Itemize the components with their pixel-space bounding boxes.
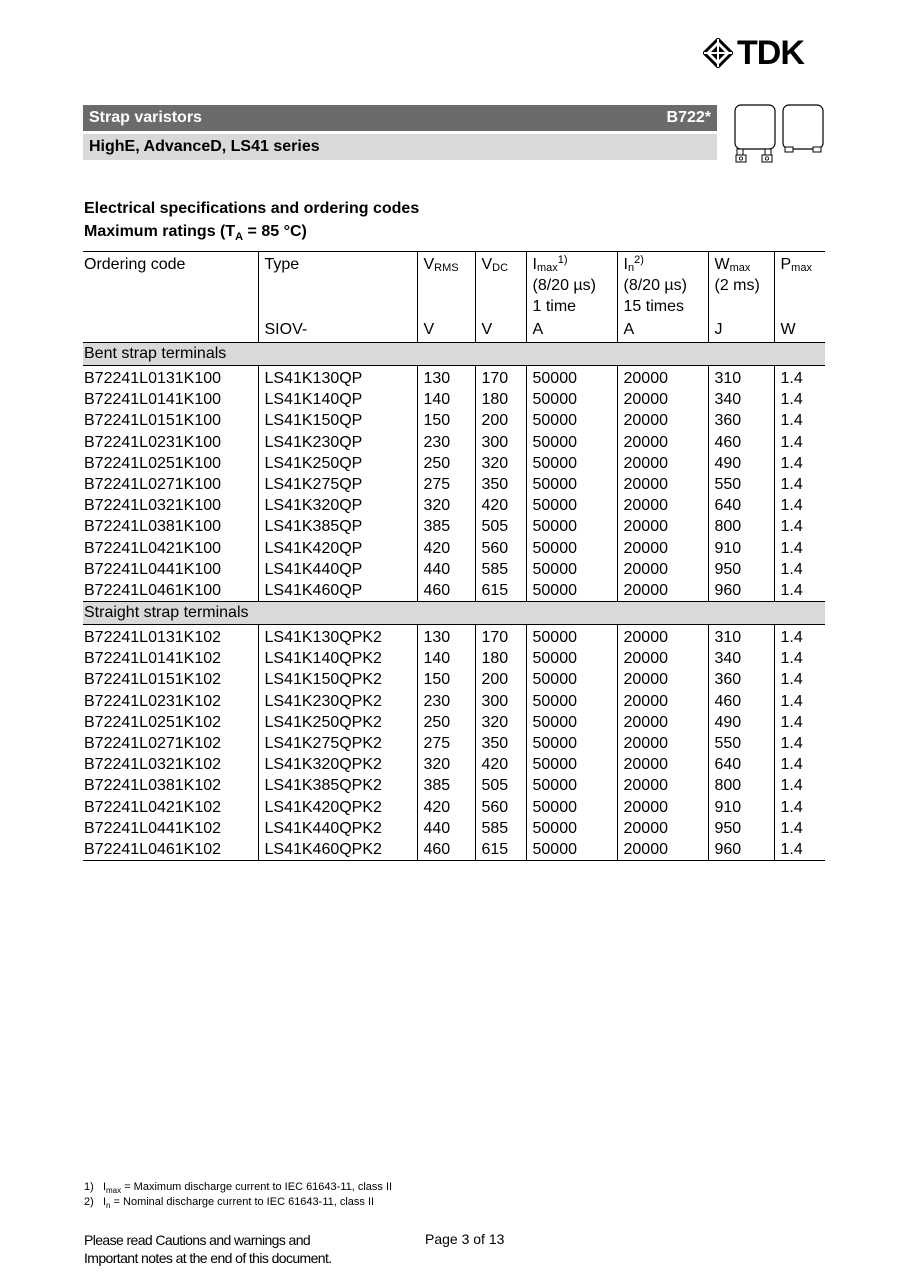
cell-in: 20000 — [617, 754, 708, 775]
cell-pmax: 1.4 — [774, 712, 825, 733]
tdk-emblem-icon — [703, 38, 733, 68]
cell-ordering-code: B72241L0251K100 — [84, 454, 222, 472]
cell-ordering-code: B72241L0141K102 — [84, 650, 222, 668]
section-title-cell: Bent strap terminals — [83, 343, 825, 366]
table-row — [83, 775, 825, 796]
cell-wmax: 340 — [708, 389, 774, 410]
cell-vdc: 505 — [475, 516, 526, 537]
cell-type: LS41K460QPK2 — [258, 839, 417, 861]
table-row — [83, 432, 825, 453]
cell-wmax: 960 — [708, 839, 774, 861]
cell-vdc: 180 — [475, 648, 526, 669]
cell-imax: 50000 — [526, 516, 617, 537]
cell-in: 20000 — [617, 432, 708, 453]
table-row — [83, 366, 825, 390]
cell-type: LS41K420QP — [258, 538, 417, 559]
cell-type: LS41K385QPK2 — [258, 775, 417, 796]
table-row — [83, 839, 825, 861]
cell-pmax: 1.4 — [774, 410, 825, 431]
cell-vdc: 170 — [475, 625, 526, 649]
cell-imax: 50000 — [526, 712, 617, 733]
cell-vrms: 150 — [417, 669, 475, 690]
cell-pmax: 1.4 — [774, 366, 825, 390]
cell-imax: 50000 — [526, 625, 617, 649]
cell-vrms: 230 — [417, 691, 475, 712]
cell-wmax: 910 — [708, 797, 774, 818]
cell-vdc: 180 — [475, 389, 526, 410]
cell-in: 20000 — [617, 691, 708, 712]
cell-vrms: 250 — [417, 453, 475, 474]
col-type: Type SIOV- — [258, 252, 417, 343]
cell-in: 20000 — [617, 625, 708, 649]
cell-pmax: 1.4 — [774, 474, 825, 495]
cell-ordering-code: B72241L0131K100 — [84, 370, 222, 387]
cell-imax: 50000 — [526, 432, 617, 453]
cell-vdc: 560 — [475, 797, 526, 818]
cell-vdc: 320 — [475, 712, 526, 733]
cell-type: LS41K275QP — [258, 474, 417, 495]
cell-vrms: 420 — [417, 538, 475, 559]
cell-vdc: 350 — [475, 733, 526, 754]
cell-vrms: 140 — [417, 648, 475, 669]
cell-ordering-code: B72241L0461K102 — [83, 839, 258, 861]
cell-wmax: 910 — [708, 538, 774, 559]
cell-in: 20000 — [617, 797, 708, 818]
cell-vrms: 320 — [417, 754, 475, 775]
cell-ordering-code: B72241L0141K100 — [84, 391, 222, 409]
cell-imax: 50000 — [526, 839, 617, 861]
tdk-logo — [703, 36, 804, 70]
cell-vrms: 150 — [417, 410, 475, 431]
cell-imax: 50000 — [526, 559, 617, 580]
col-imax: $I_{max}^{1)}$ (8/20 µs) 1 time A — [526, 252, 617, 343]
col-vdc: $V_{DC}$ V — [475, 252, 526, 343]
cell-ordering-code: B72241L0151K100 — [84, 412, 222, 430]
cell-pmax: 1.4 — [774, 775, 825, 796]
cell-vdc: 560 — [475, 538, 526, 559]
col-vrms: $V_{RMS}$ V — [417, 252, 475, 343]
cell-in: 20000 — [617, 453, 708, 474]
table-row — [83, 818, 825, 839]
cell-vdc: 615 — [475, 580, 526, 602]
table-row — [83, 691, 825, 712]
cell-imax: 50000 — [526, 733, 617, 754]
cell-ordering-code: B72241L0231K102 — [84, 692, 222, 710]
cell-wmax: 550 — [708, 474, 774, 495]
table-row — [83, 648, 825, 669]
cell-pmax: 1.4 — [774, 818, 825, 839]
cell-pmax: 1.4 — [774, 733, 825, 754]
cell-in: 20000 — [617, 538, 708, 559]
table-row — [83, 733, 825, 754]
cell-in: 20000 — [617, 712, 708, 733]
cell-ordering-code: B72241L0251K102 — [84, 713, 222, 731]
cell-wmax: 340 — [708, 648, 774, 669]
table-row — [83, 580, 825, 602]
cell-pmax: 1.4 — [774, 839, 825, 861]
cell-ordering-code: B72241L0441K100 — [84, 560, 222, 578]
cell-wmax: 460 — [708, 691, 774, 712]
cell-type: LS41K150QP — [258, 410, 417, 431]
cell-in: 20000 — [617, 389, 708, 410]
col-ordering-code: Ordering code — [83, 252, 258, 343]
cell-imax: 50000 — [526, 818, 617, 839]
specification-table — [83, 251, 825, 861]
section-title: Electrical specifications and ordering codes — [84, 200, 420, 217]
table-row — [83, 516, 825, 537]
table-row — [83, 625, 825, 649]
cell-vdc: 170 — [475, 366, 526, 390]
col-wmax: $W_{max}$ (2 ms) J — [708, 252, 774, 343]
package-outline-icon — [733, 103, 827, 165]
cell-in: 20000 — [617, 775, 708, 796]
cell-type: LS41K130QP — [258, 366, 417, 390]
section-title-cell: Straight strap terminals — [83, 602, 825, 625]
table-row — [83, 453, 825, 474]
cell-imax: 50000 — [526, 754, 617, 775]
series-subtitle: HighE, AdvanceD, LS41 series — [89, 138, 320, 155]
cell-vrms: 385 — [417, 775, 475, 796]
table-row — [83, 669, 825, 690]
cell-ordering-code: B72241L0321K102 — [84, 756, 222, 774]
cell-wmax: 490 — [708, 712, 774, 733]
cell-imax: 50000 — [526, 495, 617, 516]
table-row — [83, 559, 825, 580]
cell-wmax: 360 — [708, 669, 774, 690]
cell-ordering-code: B72241L0131K102 — [84, 629, 222, 647]
cell-vdc: 200 — [475, 410, 526, 431]
cell-type: LS41K230QP — [258, 432, 417, 453]
cell-vdc: 320 — [475, 453, 526, 474]
cell-vrms: 440 — [417, 818, 475, 839]
cell-in: 20000 — [617, 495, 708, 516]
cell-type: LS41K385QP — [258, 516, 417, 537]
cell-imax: 50000 — [526, 389, 617, 410]
cell-wmax: 800 — [708, 775, 774, 796]
cell-ordering-code: B72241L0381K102 — [84, 777, 222, 795]
cell-imax: 50000 — [526, 366, 617, 390]
cell-vdc: 300 — [475, 691, 526, 712]
cell-wmax: 310 — [708, 366, 774, 390]
cell-in: 20000 — [617, 669, 708, 690]
footnote-2: 2) $I_n$ = Nominal discharge current to IEC 61643-11, class II — [84, 1196, 375, 1211]
cell-pmax: 1.4 — [774, 495, 825, 516]
table-row — [83, 389, 825, 410]
cell-vdc: 420 — [475, 754, 526, 775]
cell-pmax: 1.4 — [774, 625, 825, 649]
cell-pmax: 1.4 — [774, 797, 825, 818]
cell-wmax: 490 — [708, 453, 774, 474]
cell-in: 20000 — [617, 410, 708, 431]
cell-pmax: 1.4 — [774, 389, 825, 410]
cell-type: LS41K140QPK2 — [258, 648, 417, 669]
cell-in: 20000 — [617, 366, 708, 390]
col-pmax: $P_{max}$ W — [774, 252, 825, 343]
section-row — [83, 343, 825, 366]
cell-imax: 50000 — [526, 580, 617, 602]
cell-vrms: 440 — [417, 559, 475, 580]
cell-imax: 50000 — [526, 775, 617, 796]
cell-ordering-code: B72241L0461K100 — [84, 581, 222, 599]
col-in: $I_n^{2)}$ (8/20 µs) 15 times A — [617, 252, 708, 343]
cell-pmax: 1.4 — [774, 559, 825, 580]
cell-in: 20000 — [617, 559, 708, 580]
table-row — [83, 474, 825, 495]
cell-wmax: 950 — [708, 818, 774, 839]
cell-wmax: 460 — [708, 432, 774, 453]
cell-ordering-code: B72241L0381K100 — [84, 518, 222, 536]
cell-vrms: 140 — [417, 389, 475, 410]
cell-pmax: 1.4 — [774, 538, 825, 559]
cell-in: 20000 — [617, 733, 708, 754]
cell-ordering-code: B72241L0231K100 — [84, 433, 222, 451]
cell-type: LS41K440QP — [258, 559, 417, 580]
cell-imax: 50000 — [526, 669, 617, 690]
cell-ordering-code: B72241L0421K100 — [84, 539, 222, 557]
cell-type: LS41K250QP — [258, 453, 417, 474]
cell-pmax: 1.4 — [774, 453, 825, 474]
table-row — [83, 797, 825, 818]
table-row — [83, 754, 825, 775]
cell-type: LS41K275QPK2 — [258, 733, 417, 754]
cell-vdc: 200 — [475, 669, 526, 690]
cell-imax: 50000 — [526, 797, 617, 818]
cell-in: 20000 — [617, 580, 708, 602]
cell-in: 20000 — [617, 516, 708, 537]
section-row — [83, 602, 825, 625]
cell-vdc: 505 — [475, 775, 526, 796]
cell-pmax: 1.4 — [774, 648, 825, 669]
page-number: Page 3 of 13 — [425, 1231, 505, 1247]
cell-ordering-code: B72241L0421K102 — [84, 798, 222, 816]
cell-type: LS41K440QPK2 — [258, 818, 417, 839]
cell-ordering-code: B72241L0151K102 — [84, 671, 222, 689]
cell-type: LS41K320QPK2 — [258, 754, 417, 775]
cell-wmax: 550 — [708, 733, 774, 754]
cell-vrms: 460 — [417, 580, 475, 602]
product-title: Strap varistors — [89, 109, 202, 126]
cell-imax: 50000 — [526, 453, 617, 474]
cell-ordering-code: B72241L0441K102 — [84, 819, 222, 837]
cell-in: 20000 — [617, 818, 708, 839]
footnote-1: 1) $I_{max}$ = Maximum discharge current to IEC 61643-11, class II — [84, 1181, 393, 1196]
cell-vdc: 350 — [475, 474, 526, 495]
cell-vdc: 420 — [475, 495, 526, 516]
cell-vrms: 275 — [417, 733, 475, 754]
cell-type: LS41K150QPK2 — [258, 669, 417, 690]
cell-ordering-code: B72241L0271K102 — [84, 735, 222, 752]
table-row — [83, 495, 825, 516]
cell-wmax: 310 — [708, 625, 774, 649]
ratings-heading: Maximum ratings ($T_A = 85$ °C) — [84, 223, 307, 244]
cell-in: 20000 — [617, 839, 708, 861]
cell-vdc: 585 — [475, 818, 526, 839]
table-row — [83, 410, 825, 431]
cell-type: LS41K230QPK2 — [258, 691, 417, 712]
cell-pmax: 1.4 — [774, 691, 825, 712]
cell-vrms: 230 — [417, 432, 475, 453]
cell-imax: 50000 — [526, 538, 617, 559]
logo-text: TDK — [737, 34, 804, 72]
cell-imax: 50000 — [526, 691, 617, 712]
series-bar — [83, 134, 717, 160]
cell-vrms: 320 — [417, 495, 475, 516]
cell-vrms: 460 — [417, 839, 475, 861]
cell-imax: 50000 — [526, 474, 617, 495]
cell-wmax: 640 — [708, 495, 774, 516]
cell-pmax: 1.4 — [774, 516, 825, 537]
cell-ordering-code: B72241L0321K100 — [84, 497, 222, 515]
table-row — [83, 538, 825, 559]
cell-type: LS41K460QP — [258, 580, 417, 602]
table-row — [83, 712, 825, 733]
cell-imax: 50000 — [526, 648, 617, 669]
cell-wmax: 800 — [708, 516, 774, 537]
product-header-bar — [83, 105, 717, 131]
cell-imax: 50000 — [526, 410, 617, 431]
cell-pmax: 1.4 — [774, 580, 825, 602]
cell-vrms: 420 — [417, 797, 475, 818]
cell-wmax: 640 — [708, 754, 774, 775]
cell-pmax: 1.4 — [774, 432, 825, 453]
cell-vdc: 585 — [475, 559, 526, 580]
cell-wmax: 360 — [708, 410, 774, 431]
cell-type: LS41K420QPK2 — [258, 797, 417, 818]
product-code: B722* — [666, 109, 711, 126]
cell-wmax: 950 — [708, 559, 774, 580]
cell-pmax: 1.4 — [774, 754, 825, 775]
table-header-row — [83, 252, 825, 343]
cell-type: LS41K130QPK2 — [258, 625, 417, 649]
cell-vdc: 615 — [475, 839, 526, 861]
cautions-note: Please read Cautions and warnings and Important notes at the end of this document. — [84, 1232, 332, 1266]
cell-in: 20000 — [617, 474, 708, 495]
cell-wmax: 960 — [708, 580, 774, 602]
cell-ordering-code: B72241L0271K100 — [84, 475, 222, 493]
cell-vrms: 275 — [417, 474, 475, 495]
cell-type: LS41K140QP — [258, 389, 417, 410]
cell-type: LS41K250QPK2 — [258, 712, 417, 733]
cell-in: 20000 — [617, 648, 708, 669]
cell-vrms: 130 — [417, 366, 475, 390]
cell-vrms: 250 — [417, 712, 475, 733]
cell-vdc: 300 — [475, 432, 526, 453]
cell-pmax: 1.4 — [774, 669, 825, 690]
cell-vrms: 130 — [417, 625, 475, 649]
cell-type: LS41K320QP — [258, 495, 417, 516]
cell-vrms: 385 — [417, 516, 475, 537]
